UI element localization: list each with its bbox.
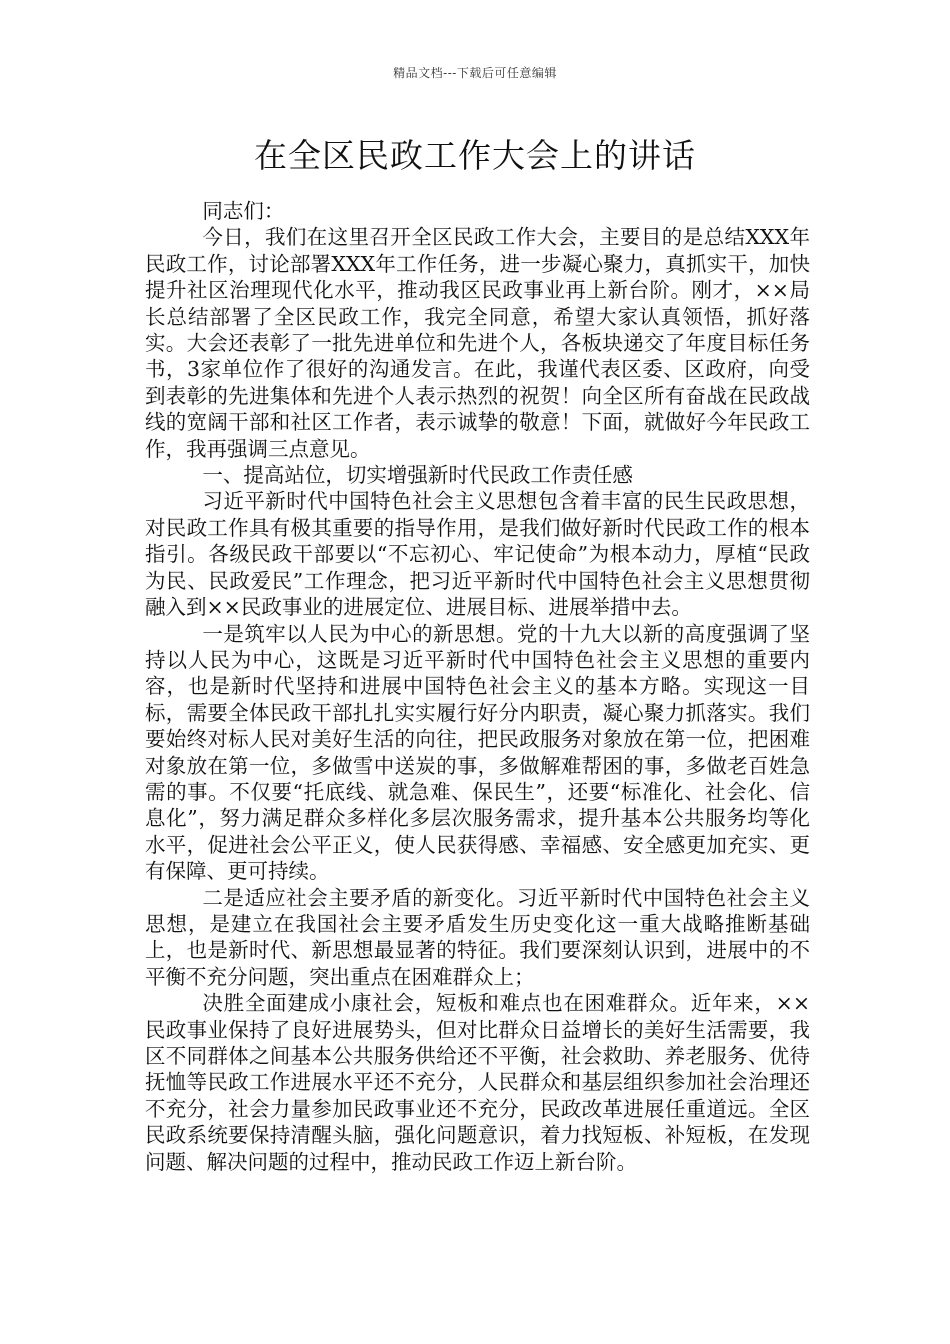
document-body (145, 198, 810, 1175)
page-header-note: 精品文档---下载后可任意编辑 (393, 66, 557, 80)
body-paragraph: 二是适应社会主要矛盾的新变化。习近平新时代中国特色社会主义思想，是建立在我国社会主要矛盾发生历史变化这一重大战略推断基础上，也是新时代、新思想最显著的特征。我们要深刻认识到，进展中的不平衡不充分问题，突出重点在困难群众上； (145, 885, 810, 989)
salutation-paragraph: 同志们： (202, 199, 285, 223)
opening-paragraph: 今日，我们在这里召开全区民政工作大会，主要目的是总结XXX年民政工作，讨论部署XXX年工作任务，进一步凝心聚力，真抓实干，加快提升社区治理现代化水平，推动我区民政事业再上新台阶。刚才，××局长总结部署了全区民政工作，我完全同意，希望大家认真领悟，抓好落实。大会还表彰了一批先进单位和先进个人，各板块递交了年度目标任务书，3家单位作了很好的沟通发言。在此，我谨代表区委、区政府，向受到表彰的先进集体和先进个人表示热烈的祝贺！向全区所有奋战在民政战线的宽阔干部和社区工作者，表示诚挚的敬意！下面，就做好今年民政工作，我再强调三点意见。 (145, 225, 810, 461)
document-title: 在全区民政工作大会上的讲话 (254, 136, 696, 175)
body-paragraph: 习近平新时代中国特色社会主义思想包含着丰富的民生民政思想，对民政工作具有极其重要的指导作用，是我们做好新时代民政工作的根本指引。各级民政干部要以“不忘初心、牢记使命”为根本动力，厚植“民政为民、民政爱民”工作理念，把习近平新时代中国特色社会主义思想贯彻融入到××民政事业的进展定位、进展目标、进展举措中去。 (145, 489, 810, 620)
section-heading-1: 一、提高站位，切实增强新时代民政工作责任感 (202, 463, 633, 488)
body-paragraph: 一是筑牢以人民为中心的新思想。党的十九大以新的高度强调了坚持以人民为中心，这既是习近平新时代中国特色社会主义思想的重要内容，也是新时代坚持和进展中国特色社会主义的基本方略。实现这一目标，需要全体民政干部扎扎实实履行好分内职责，凝心聚力抓落实。我们要始终对标人民对美好生活的向往，把民政服务对象放在第一位，把困难对象放在第一位，多做雪中送炭的事，多做解难帮困的事，多做老百姓急需的事。不仅要“托底线、就急难、保民生”，还要“标准化、社会化、信息化”，努力满足群众多样化多层次服务需求，提升基本公共服务均等化水平，促进社会公平正义，使人民获得感、幸福感、安全感更加充实、更有保障、更可持续。 (145, 621, 810, 884)
body-paragraph: 决胜全面建成小康社会，短板和难点也在困难群众。近年来，××民政事业保持了良好进展势头，但对比群众日益增长的美好生活需要，我区不同群体之间基本公共服务供给还不平衡，社会救助、养老服务、优待抚恤等民政工作进展水平还不充分，人民群众和基层组织参加社会治理还不充分，社会力量参加民政事业还不充分，民政改革进展任重道远。全区民政系统要保持清醒头脑，强化问题意识，着力找短板、补短板，在发现问题、解决问题的过程中，推动民政工作迈上新台阶。 (145, 991, 810, 1174)
